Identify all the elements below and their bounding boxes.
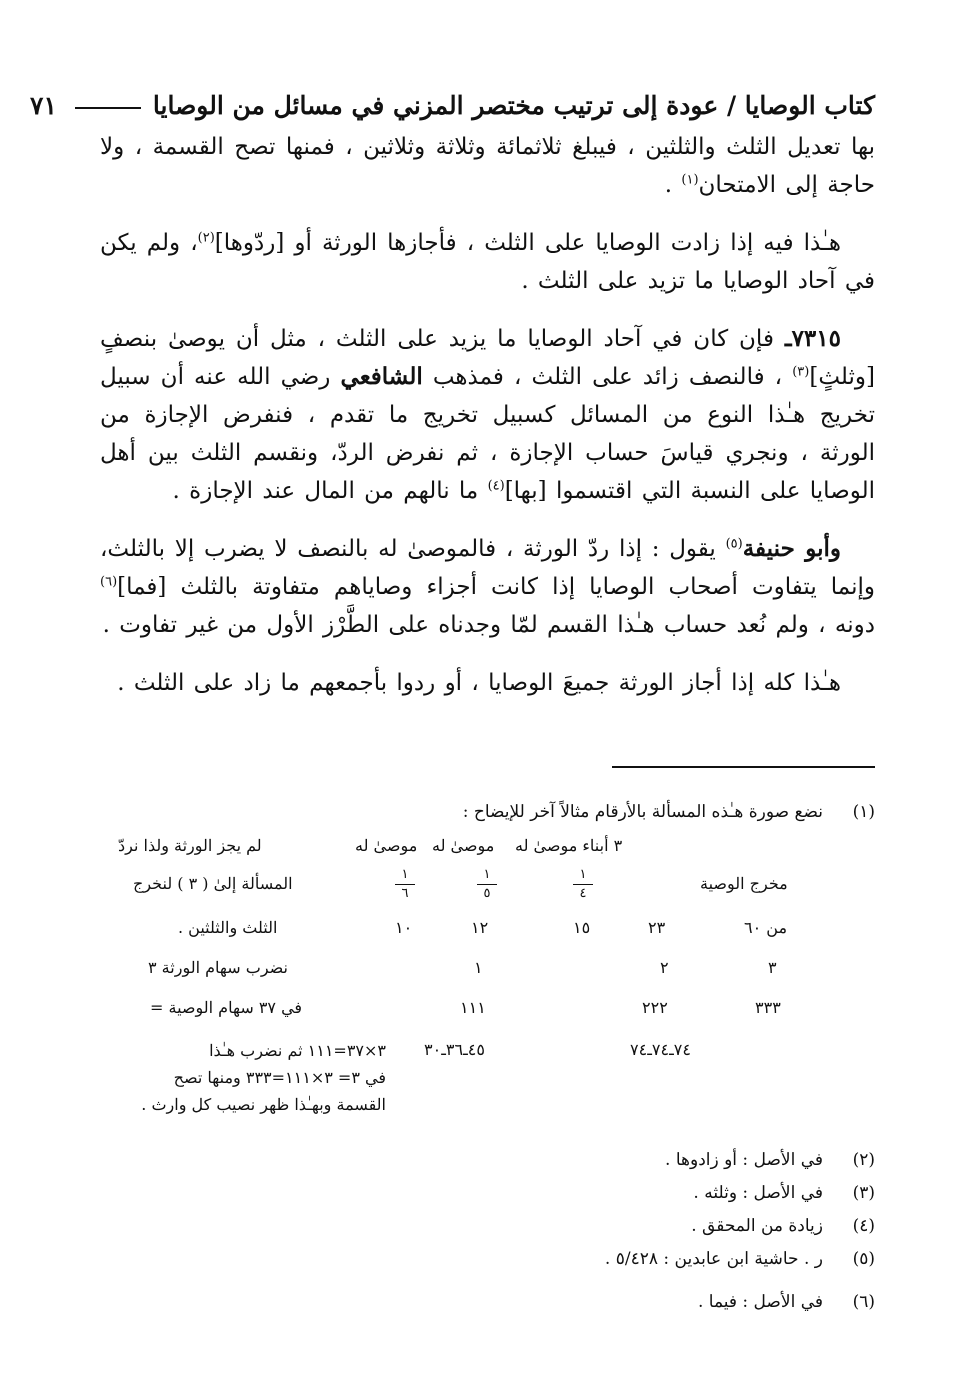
footnote-2-text: في الأصل : أو زادوها .	[665, 1150, 823, 1170]
col-head-bequest-2: موصىٰ له	[432, 836, 495, 855]
bold-name-abu-hanifa: وأبو حنيفة	[742, 535, 842, 562]
cell-r3-c3: ١١١	[460, 998, 486, 1017]
cell-r4-c1: ٧٤ـ٧٤ـ٧٤	[630, 1040, 691, 1059]
cell-r1-c4: ١٢	[471, 918, 489, 937]
col-head-sons: ٣ أبناء موصىٰ له	[515, 836, 623, 855]
fraction-sixth: ١ ٦	[392, 868, 418, 901]
footnote-ref-3: (٣)	[792, 364, 810, 380]
footnote-separator	[612, 766, 875, 768]
footnote-6-number: (٦)	[852, 1292, 875, 1312]
footnote-ref-2: (٢)	[197, 230, 215, 246]
footnote-number: (١)	[852, 802, 875, 822]
cell-r3-c1: ٣٣٣	[755, 998, 781, 1017]
footnote-6-text: في الأصل : فيما .	[697, 1292, 823, 1312]
note-head-1: لم يجز الورثة ولذا نردّ	[118, 836, 262, 855]
cell-r2-c3: ١	[474, 958, 483, 977]
cell-r2-note: نضرب سهام الورثة ٣	[148, 958, 288, 977]
footnote-5-number: (٥)	[852, 1249, 875, 1269]
running-header	[30, 86, 875, 124]
page-number: ٧١	[30, 90, 57, 120]
cell-r1-c5: ١٠	[395, 918, 413, 937]
footnote-text: نضع صورة هـٰذه المسألة بالأرقام مثالاً آخر للإيضاح :	[462, 802, 823, 822]
footnote-3-text: في الأصل : وثلثه .	[693, 1183, 823, 1203]
row-label-bequest-origin: مخرج الوصية	[700, 874, 788, 893]
cell-r1-note: الثلث والثلثين .	[178, 918, 278, 937]
footnote-ref-4: (٤)	[487, 478, 505, 494]
paragraph-4: وأبو حنيفة$^{(٥)}$ يقول : إذا ردّ الورثة ، فالموصىٰ له بالنصف لا يضرب إلا بالثلث، وإنما يتفاوت أصحاب الوصايا إذا كانت أجزاء وصاياهم متفاوتة بالثلث [فما]$^{(٦)}$ دونه ، ولم نُعد حساب هـٰذا القسم لمّا وجدناه على الطَّرْز الأول من غير تفاوت .	[100, 535, 875, 638]
paragraph-1: بها تعديل الثلث والثلثين ، فيبلغ ثلاثمائة وثلاثة وثلاثين ، فمنها تصح القسمة ، ولا حاجة إلى الامتحان$^{(١)}$ .	[100, 134, 875, 198]
paragraph-2: هـٰذا فيه إذا زادت الوصايا على الثلث ، فأجازها الورثة أو [ردّوها]$^{(٢)}$، ولم يكن في آحاد الوصايا ما تزيد على الثلث .	[100, 230, 875, 294]
cell-r3-note: في ٣٧ سهام الوصية =	[150, 998, 303, 1017]
cell-r1-c3: ١٥	[573, 918, 591, 937]
cell-r3-c2: ٢٢٢	[642, 998, 668, 1017]
footnote-3-number: (٣)	[852, 1183, 875, 1203]
fraction-quarter: ١ ٤	[570, 868, 596, 901]
cell-r2-c2: ٢	[660, 958, 669, 977]
issue-number: ٧٣١٥ـ	[784, 325, 841, 352]
footnote-ref-5: (٥)	[725, 536, 743, 552]
cell-r4-c2: ٤٥ـ٣٦ـ٣٠	[424, 1040, 485, 1059]
fraction-fifth: ١ ٥	[474, 868, 500, 901]
footnote-4-text: زيادة من المحقق .	[691, 1216, 823, 1236]
header-rule	[75, 107, 141, 109]
footnote-2-number: (٢)	[852, 1150, 875, 1170]
col-head-bequest-3: موصىٰ له	[355, 836, 418, 855]
paragraph-5: هـٰذا كله إذا أجاز الورثة جميعَ الوصايا ، أو ردوا بأجمعهم ما زاد على الثلث .	[117, 670, 841, 696]
header-title: كتاب الوصايا / عودة إلى ترتيب مختصر المزني في مسائل من الوصايا	[152, 90, 875, 120]
cell-r1-c2: ٢٣	[648, 918, 666, 937]
bold-name-shafii: الشافعي	[340, 363, 423, 390]
footnote-4-number: (٤)	[852, 1216, 875, 1236]
calc-note: ٣×٣٧=١١١ ثم نضرب هـٰذا في ٣= ٣×١١١=٣٣٣ ومنها تصح القسمة وبهـٰذا ظهر نصيب كل وارث .	[141, 1041, 386, 1114]
footnote-ref-6: (٦)	[100, 574, 118, 590]
cell-r1-c1: من ٦٠	[744, 918, 788, 937]
footnote-5-text: ر . حاشية ابن عابدين : ٥/٤٢٨ .	[604, 1249, 823, 1269]
paragraph-3: ٧٣١٥ـ فإن كان في آحاد الوصايا ما يزيد على الثلث ، مثل أن يوصىٰ بنصفٍ [وثلثٍ]$^{(٣)}$ ، فالنصف زائد على الثلث ، فمذهب الشافعي رضي الله عنه أن سبيل تخريج هـٰذا النوع من المسائل كسبيل تخريج ما تقدم ، فنفرض الإجازة من الورثة ، ونجري قياسَ حساب الإجازة ، ثم نفرض الردّ، ونقسم الثلث بين أهل الوصايا على النسبة التي اقتسموا [بها]$^{(٤)}$ ما نالهم من المال عند الإجازة .	[100, 325, 875, 504]
footnote-ref-1: (١)	[681, 172, 699, 188]
note-head-2: المسألة إلىٰ ( ٣ ) لنخرج	[133, 874, 293, 893]
main-text	[100, 128, 875, 722]
cell-r2-c1: ٣	[768, 958, 777, 977]
